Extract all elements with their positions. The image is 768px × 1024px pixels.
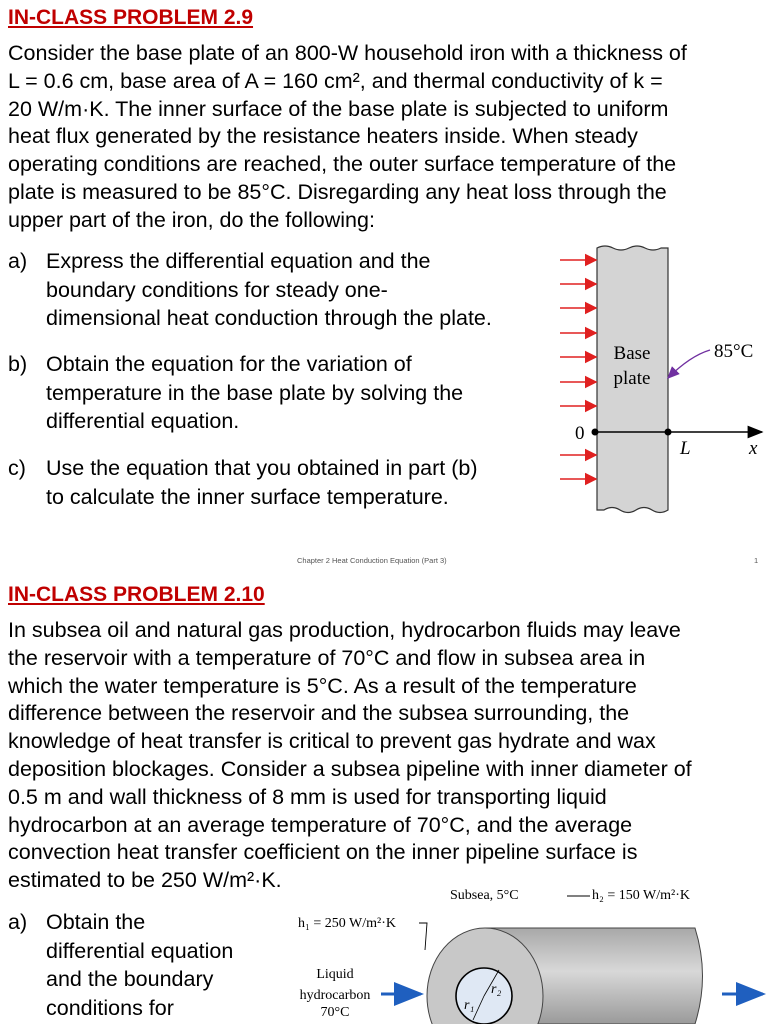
statement-line: deposition blockages. Consider a subsea pipeline with inner diameter of <box>8 756 692 781</box>
problem-2-9-title: IN-CLASS PROBLEM 2.9 <box>8 6 254 29</box>
task-line: differential equation. <box>46 409 240 433</box>
task-label: c) <box>8 456 26 480</box>
task-label: a) <box>8 910 28 934</box>
x-axis-label: x <box>749 438 758 459</box>
h1-leader <box>419 923 427 950</box>
fluid-label: hydrocarbon <box>299 988 371 1003</box>
temperature-leader <box>668 350 710 378</box>
plate-label: plate <box>613 368 651 389</box>
task-line: Use the equation that you obtained in part (b) <box>46 456 478 480</box>
statement-line: convection heat transfer coefficient on the inner pipeline surface is <box>8 840 638 865</box>
task-label: b) <box>8 352 28 376</box>
statement-line: 0.5 m and wall thickness of 8 mm is used for transporting liquid <box>8 784 607 809</box>
statement-line: Consider the base plate of an 800-W household iron with a thickness of <box>8 41 687 65</box>
task-line: boundary conditions for steady one- <box>46 277 388 302</box>
outer-surface-point <box>665 429 672 436</box>
statement-line: L = 0.6 cm, base area of A = 160 cm², and thermal conductivity of k = <box>8 68 663 93</box>
problem-2-9-statement <box>8 40 687 235</box>
statement-line: 20 W/m·K. The inner surface of the base plate is subjected to uniform <box>8 96 669 121</box>
task-line: dimensional heat conduction through the plate. <box>46 306 492 330</box>
subsea-label: Subsea, 5°C <box>450 888 519 903</box>
plate-label: Base <box>613 343 651 364</box>
statement-line: estimated to be 250 W/m²·K. <box>8 868 282 893</box>
task-line: to calculate the inner surface temperature. <box>46 484 449 509</box>
task-line: differential equation <box>46 938 234 963</box>
statement-line: operating conditions are reached, the outer surface temperature of the <box>8 152 677 177</box>
statement-line: the reservoir with a temperature of 70°C and flow in subsea area in <box>8 645 646 670</box>
task-line: and the boundary <box>46 967 214 991</box>
thickness-label: L <box>680 438 691 459</box>
base-plate-figure <box>550 238 765 523</box>
task-line: temperature in the base plate by solving the <box>46 380 464 405</box>
statement-line: which the water temperature is 5°C. As a result of the temperature <box>8 673 637 698</box>
footer-text: Chapter 2 Heat Conduction Equation (Part 3) <box>297 556 447 565</box>
r2-label: r₂ <box>491 982 502 997</box>
statement-line: hydrocarbon at an average temperature of 70°C, and the average <box>8 812 633 837</box>
problem-2-10-title: IN-CLASS PROBLEM 2.10 <box>8 583 265 606</box>
task-label: a) <box>8 249 28 273</box>
page-number: 1 <box>754 556 759 565</box>
task-line: Obtain the <box>46 910 146 934</box>
origin-label: 0 <box>575 423 585 444</box>
fluid-label: 70°C <box>320 1005 350 1020</box>
task-line: Obtain the equation for the variation of <box>46 352 412 376</box>
fluid-label: Liquid <box>316 967 354 982</box>
surface-temperature-label: 85°C <box>714 341 754 362</box>
statement-line: In subsea oil and natural gas production, hydrocarbon fluids may leave <box>8 618 681 642</box>
h2-label: h₂ = 150 W/m²·K <box>592 888 690 903</box>
origin-point <box>592 429 599 436</box>
task-line: Express the differential equation and the <box>46 249 431 273</box>
statement-line: difference between the reservoir and the subsea surrounding, the <box>8 701 630 726</box>
pipeline-figure <box>285 878 768 1024</box>
statement-line: plate is measured to be 85°C. Disregarding any heat loss through the <box>8 179 667 204</box>
r1-label: r₁ <box>464 998 475 1013</box>
statement-line: heat flux generated by the resistance heaters inside. When steady <box>8 124 638 149</box>
problem-2-10-statement <box>8 617 692 895</box>
task-line: conditions for <box>46 995 174 1020</box>
statement-line: knowledge of heat transfer is critical to prevent gas hydrate and wax <box>8 729 656 754</box>
statement-line: upper part of the iron, do the following: <box>8 207 375 232</box>
h1-label: h₁ = 250 W/m²·K <box>298 916 396 931</box>
